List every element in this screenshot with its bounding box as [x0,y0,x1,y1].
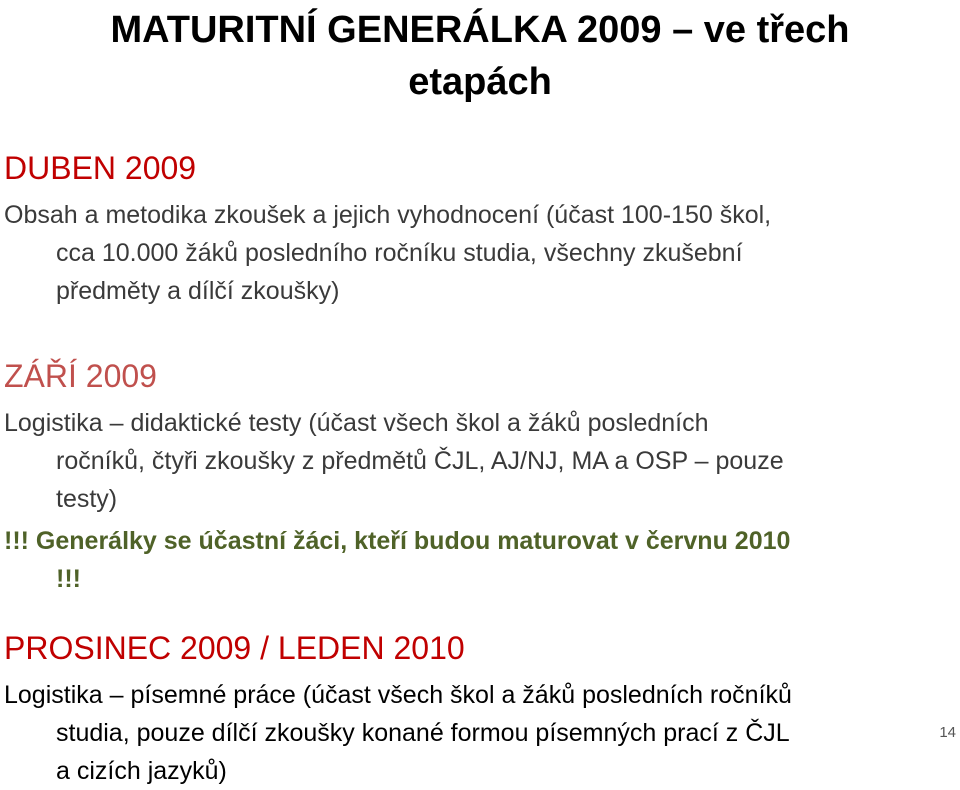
section-heading-zari: ZÁŘÍ 2009 [4,358,157,394]
text-line: cca 10.000 žáků posledního ročníku studia, všechny zkušební [56,239,743,267]
slide-title [40,4,920,108]
text-line: testy) [56,485,118,513]
slide-title-line-2: etapách [408,61,552,103]
section-text-zari [4,404,954,518]
section-heading-prosinec: PROSINEC 2009 / LEDEN 2010 [4,630,465,666]
text-line: studia, pouze dílčí zkoušky konané formou písemných prací z ČJL [56,719,790,747]
text-line: Logistika – didaktické testy (účast všech škol a žáků posledních [4,409,709,437]
text-line: a cizích jazyků) [56,757,227,785]
text-line: Obsah a metodika zkoušek a jejich vyhodnocení (účast 100-150 škol, [4,201,772,229]
important-note [4,522,960,598]
section-text-prosinec [4,676,954,790]
section-text-duben [4,196,954,310]
text-line: Logistika – písemné práce (účast všech škol a žáků posledních ročníků [4,681,792,709]
section-heading-duben: DUBEN 2009 [4,150,197,186]
note-line: !!! [56,565,81,593]
text-line: ročníků, čtyři zkoušky z předmětů ČJL, AJ/NJ, MA a OSP – pouze [56,447,784,475]
slide-title-line-1: MATURITNÍ GENERÁLKA 2009 – ve třech [110,9,850,51]
page-number: 14 [939,724,956,741]
note-line: !!! Generálky se účastní žáci, kteří budou maturovat v červnu 2010 [4,527,791,555]
text-line: předměty a dílčí zkoušky) [56,277,340,305]
